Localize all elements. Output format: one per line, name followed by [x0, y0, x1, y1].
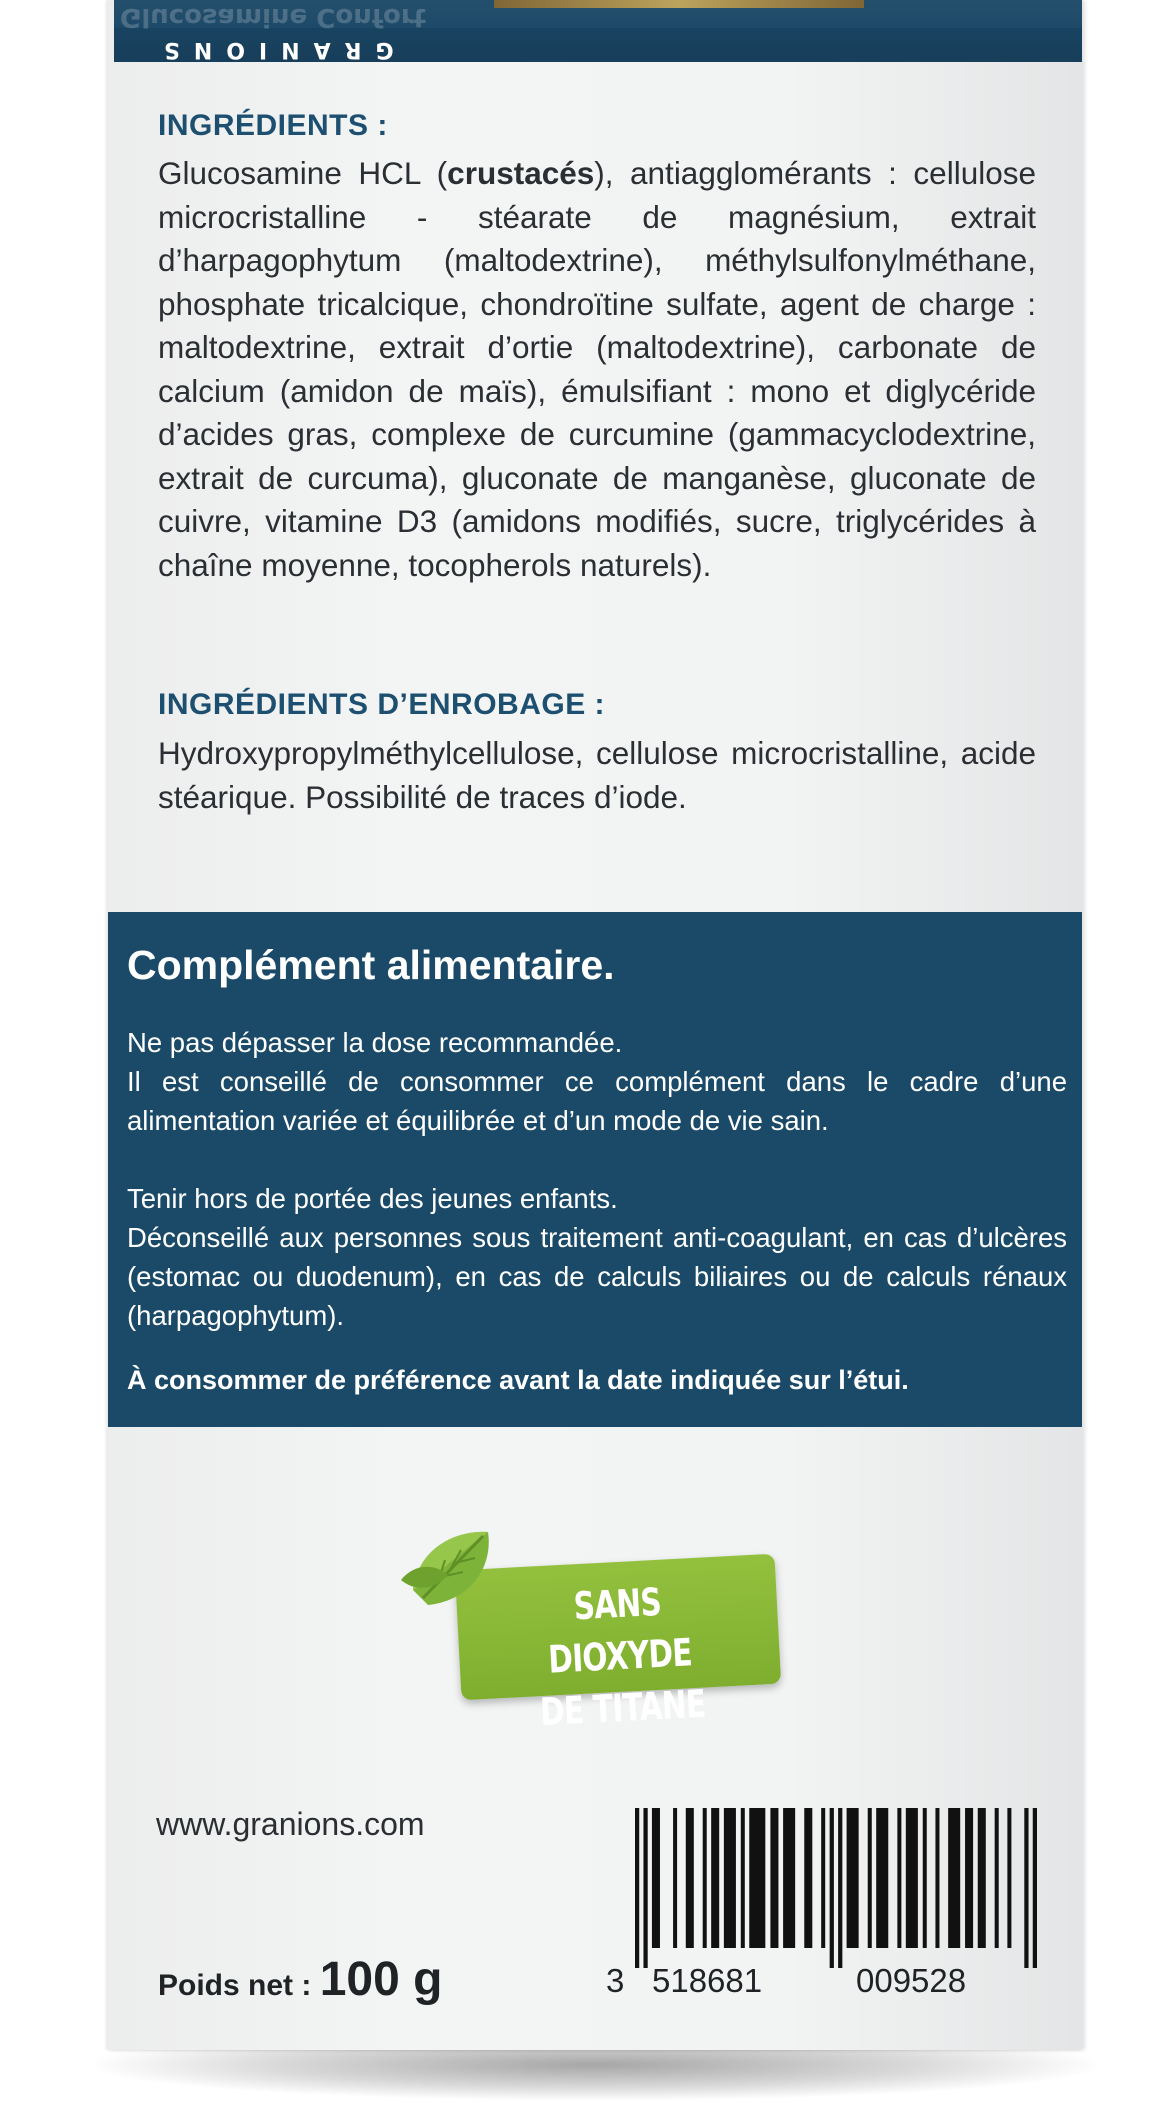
barcode-bar	[741, 1808, 745, 1948]
barcode-bar	[1033, 1808, 1037, 1968]
best-before-notice: À consommer de préférence avant la date indiquée sur l’étui.	[127, 1365, 909, 1395]
barcode-bar	[906, 1808, 918, 1948]
supplement-line-dose: Ne pas dépasser la dose recommandée.	[127, 1027, 623, 1058]
barcode-bar	[703, 1808, 707, 1948]
supplement-line-warning: Déconseillé aux personnes sous traitement anti-coagulant, en cas d’ulcères (estomac ou duodenum), en cas de calculs biliaires ou de calculs rénaux (harpagophytum).	[127, 1222, 1067, 1331]
barcode-bar	[1007, 1808, 1011, 1948]
supplement-line-diet: Il est conseillé de consommer ce complément dans le cadre d’une alimentation variée et équilibrée et d’un mode de vie sain.	[127, 1066, 1067, 1136]
supplement-panel	[108, 912, 1082, 1427]
barcode-bar	[948, 1808, 960, 1948]
barcode-bar	[935, 1808, 939, 1948]
badge-line-1: SANS DIOXYDE	[547, 1579, 693, 1682]
net-weight	[158, 1952, 442, 2007]
barcode-group-1: 518681	[652, 1962, 763, 1999]
barcode-bar	[995, 1808, 999, 1948]
barcode-bar	[923, 1808, 927, 1948]
barcode-bar	[724, 1808, 736, 1948]
ingredients-allergen: crustacés	[447, 155, 595, 191]
barcode-bar	[965, 1808, 973, 1948]
barcode-bar	[847, 1808, 859, 1948]
barcode-bar	[686, 1808, 694, 1948]
ingredients-text-start: Glucosamine HCL (	[158, 155, 448, 191]
barcode-first-digit: 3	[606, 1962, 625, 1999]
barcode-bar	[673, 1808, 677, 1948]
barcode-group-2: 009528	[856, 1962, 967, 1999]
barcode-bar	[652, 1808, 660, 1948]
barcode-bar	[876, 1808, 888, 1948]
flap-logo: GRANIONS	[150, 37, 394, 62]
barcode-bar	[978, 1808, 986, 1948]
supplement-title: Complément alimentaire.	[127, 942, 615, 988]
ingredients-text-end: ), antiagglomérants : cellulose microcristalline - stéarate de magnésium, extrait d’harpagophytum (maltodextrine), méthylsulfonylméthane, phosphate tricalcique, chondroïtine sulfate, agent de charge : maltodextrine, extrait d’ortie (maltodextrine), carbonate de calcium (amidon de maïs), émulsifiant : mono et diglycéride d’acides gras, complexe de curcumine (gammacyclodextrine, extrait de curcuma), gluconate de manganèse, gluconate de cuivre, vitamine D3 (amidons modifiés, sucre, triglycérides à chaîne moyenne, tocopherols naturels).	[158, 155, 1036, 583]
barcode-bar	[821, 1808, 825, 1948]
coating-text: Hydroxypropylméthylcellulose, cellulose microcristalline, acide stéarique. Possibilité de traces d’iode.	[158, 735, 1036, 815]
ingredients-text	[158, 152, 1036, 587]
barcode-bar	[711, 1808, 719, 1948]
flap-mirrored-title: Glucosamine Confort	[120, 2, 427, 32]
supplement-line-children: Tenir hors de portée des jeunes enfants.	[127, 1183, 618, 1214]
barcode-bar	[770, 1808, 778, 1948]
barcode-bar	[635, 1808, 639, 1968]
net-weight-value: 100 g	[319, 1953, 443, 2006]
barcode-bar	[868, 1808, 872, 1948]
barcode-bar	[1024, 1808, 1028, 1968]
badge-line-2: DE TITANE	[539, 1681, 707, 1735]
barcode-bar	[897, 1808, 901, 1948]
barcode-bar	[830, 1808, 834, 1968]
barcode-bar	[643, 1808, 647, 1968]
barcode	[635, 1808, 1037, 1968]
net-weight-label: Poids net :	[158, 1969, 320, 2002]
barcode-bar	[783, 1808, 795, 1948]
barcode-bar	[804, 1808, 812, 1948]
website-url: www.granions.com	[156, 1806, 425, 1842]
coating-heading: INGRÉDIENTS D’ENROBAGE :	[158, 688, 606, 721]
barcode-bar	[749, 1808, 765, 1948]
ingredients-heading: INGRÉDIENTS :	[158, 109, 388, 142]
barcode-bar	[838, 1808, 842, 1968]
badge-text	[499, 1572, 741, 1740]
